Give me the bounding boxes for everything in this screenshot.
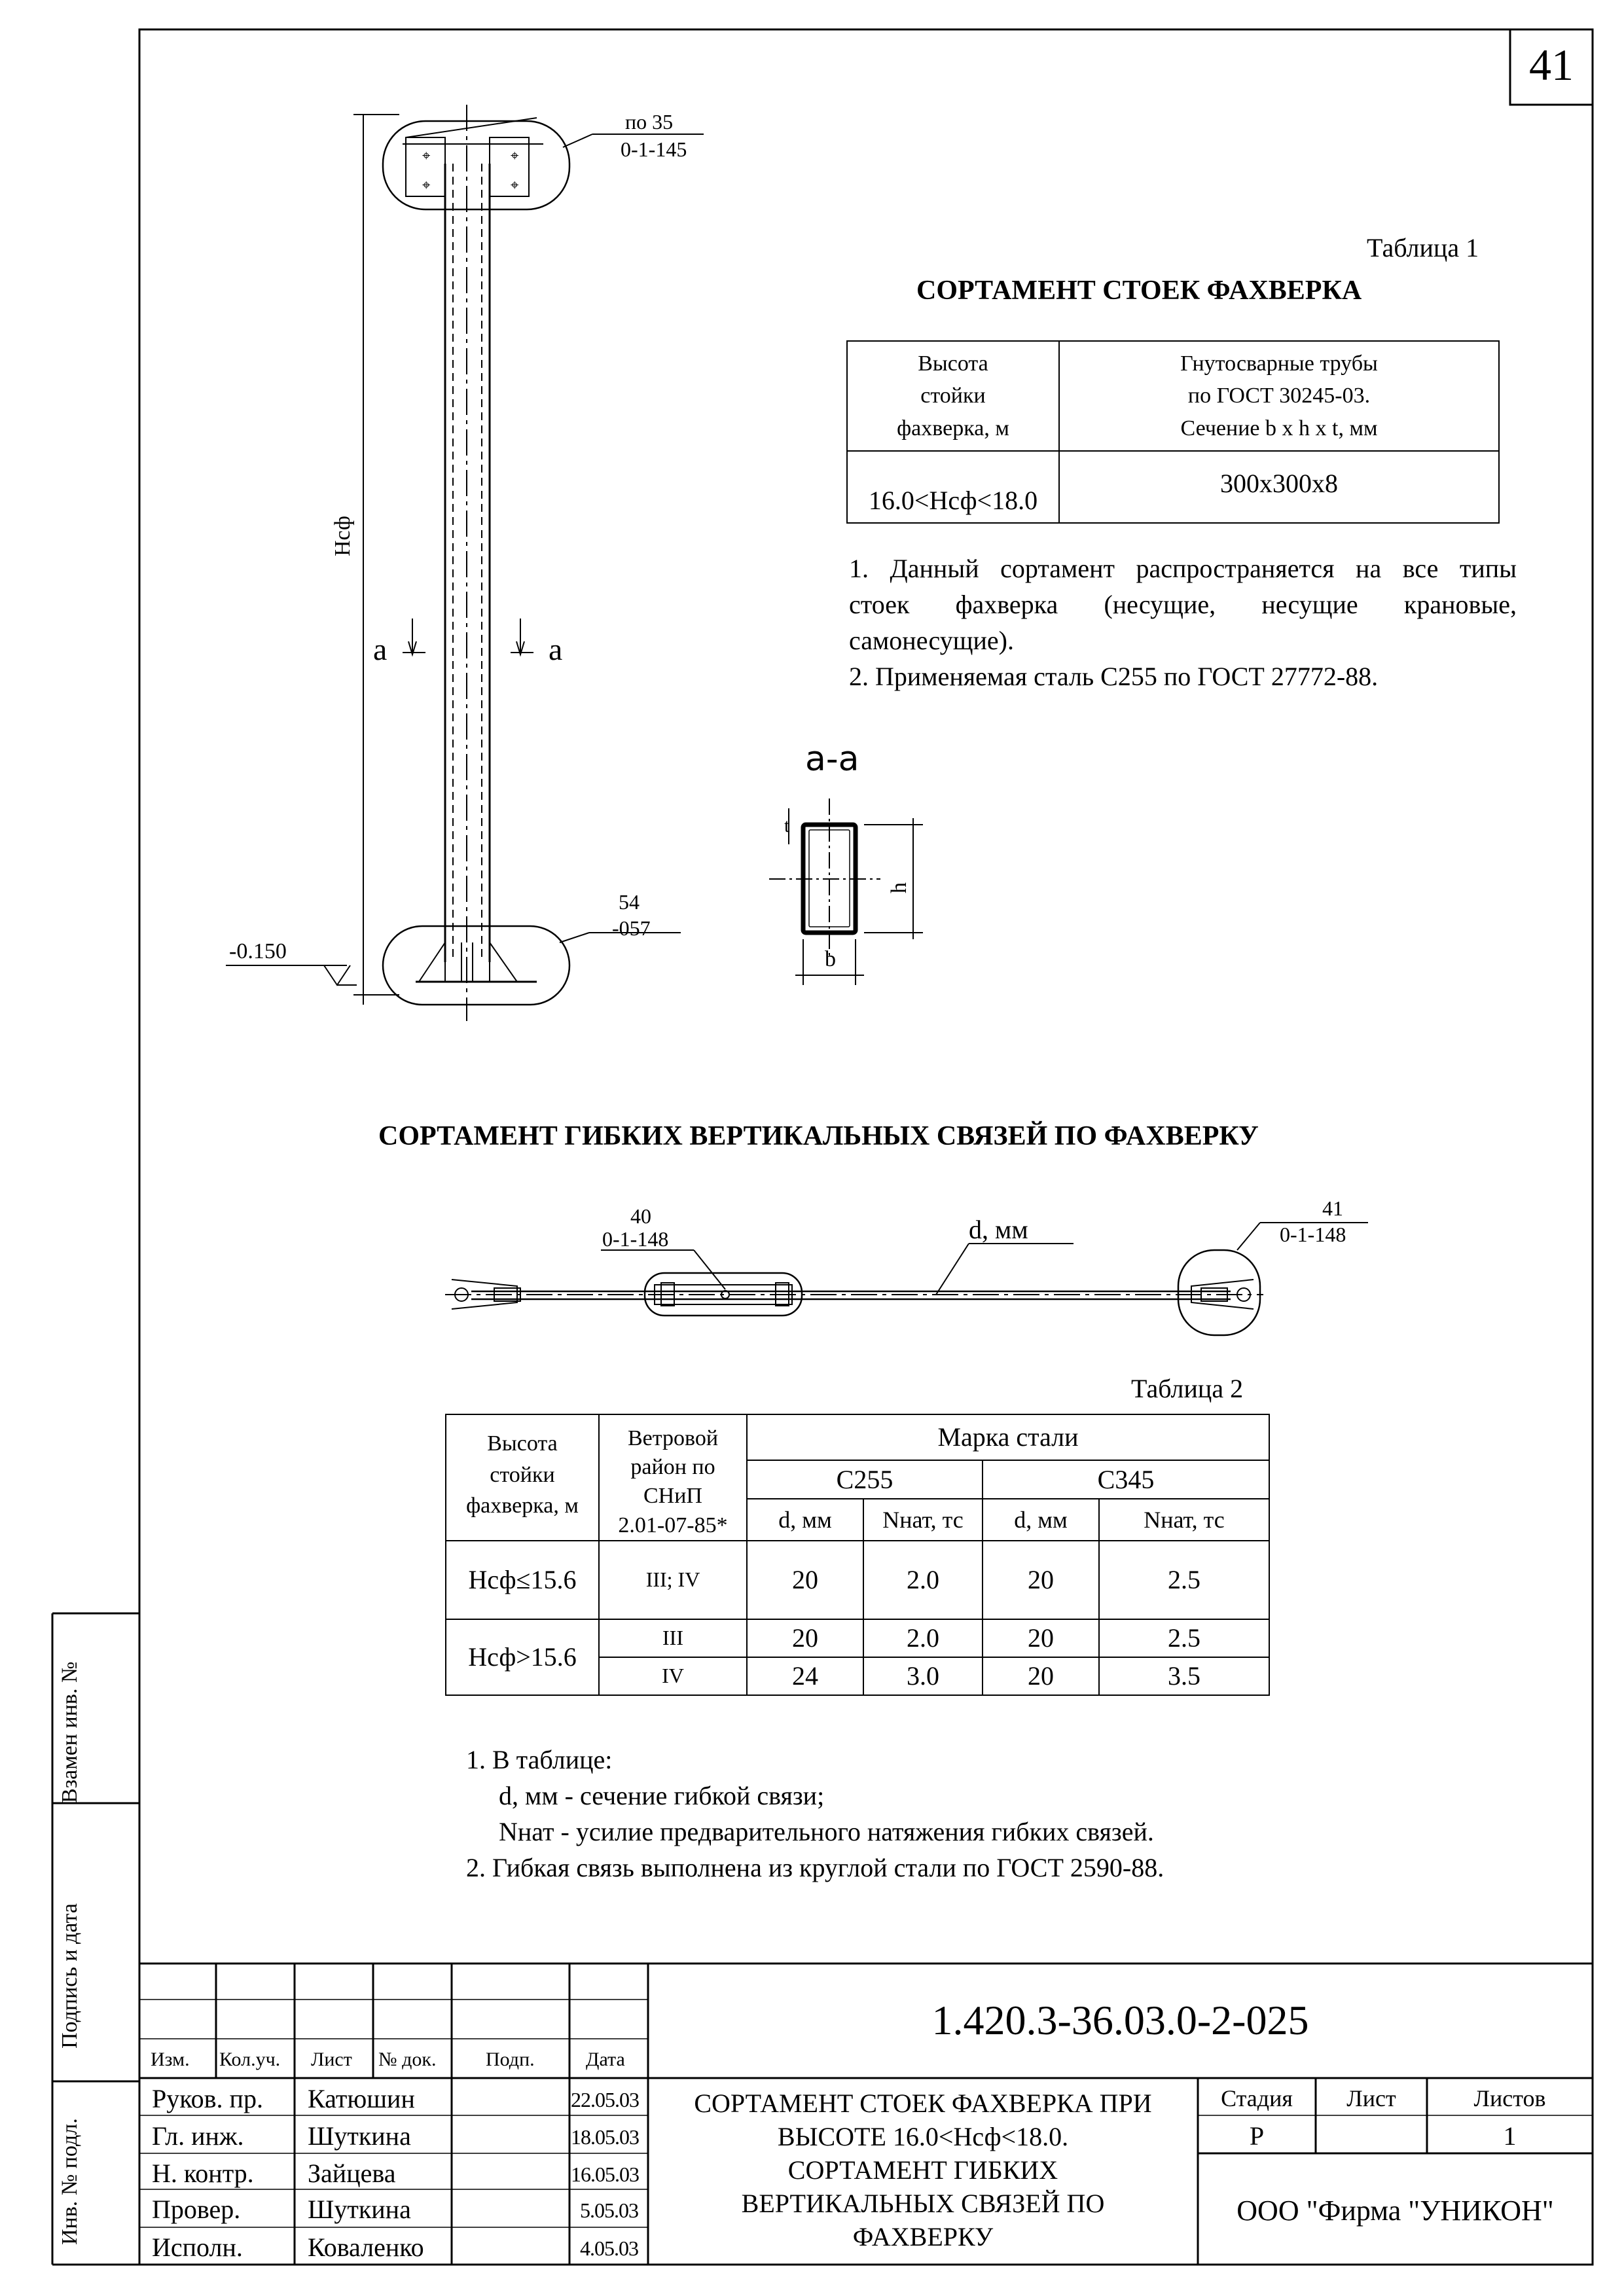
table2-steel-c255: С255	[747, 1460, 983, 1499]
stamp-sheets-label: Листов	[1473, 2085, 1546, 2111]
table2-note-line: 2. Гибкая связь выполнена из круглой стали по ГОСТ 2590-88.	[466, 1853, 1164, 1882]
table2-row2-d1: 20	[747, 1619, 863, 1657]
height-label: Нсф	[331, 515, 355, 556]
stamp-date: 22.05.03	[571, 2088, 639, 2111]
stamp-name: Шуткина	[308, 2121, 411, 2151]
stamp-title-line: СОРТАМЕНТ СТОЕК ФАХВЕРКА ПРИ	[694, 2089, 1152, 2118]
stamp-stage-value: Р	[1249, 2121, 1265, 2151]
bracing-diameter-label: d, мм	[969, 1215, 1028, 1244]
stamp-header-sign: Подп.	[486, 2049, 535, 2070]
table2	[445, 1414, 1270, 1696]
table2-caption: Таблица 2	[1131, 1374, 1244, 1403]
table2-header-wind: Ветровой район по СНиП 2.01-07-85*	[599, 1414, 747, 1541]
sheet-number: 41	[1529, 40, 1574, 90]
stamp-date: 16.05.03	[571, 2162, 639, 2186]
stamp-header-list: Лист	[311, 2049, 352, 2070]
stamp-title-line: ВЕРТИКАЛЬНЫХ СВЯЗЕЙ ПО	[741, 2189, 1105, 2218]
bracing-right-code: 0-1-148	[1280, 1223, 1346, 1246]
section-aa-h-label: h	[887, 882, 911, 893]
company-name: ООО "Фирма "УНИКОН"	[1236, 2195, 1554, 2227]
table2-steel-c345: С345	[983, 1460, 1269, 1499]
side-label-sign: Подпись и дата	[58, 1903, 82, 2049]
stamp-date: 18.05.03	[571, 2125, 639, 2149]
table1-note-line: 1. Данный сортамент распространяется на все типы	[849, 554, 1517, 583]
table2-row3-d2: 20	[983, 1657, 1099, 1695]
table2-header-height: Высота стойки фахверка, м	[446, 1414, 599, 1541]
stamp-sheets-value: 1	[1503, 2121, 1517, 2151]
table1-note-line: 2. Применяемая сталь С255 по ГОСТ 27772-88.	[849, 662, 1379, 691]
table2-row1-d1: 20	[747, 1541, 863, 1619]
table2-row1-wind: III; IV	[599, 1541, 747, 1619]
table2-sub-n1: Nнат, тс	[863, 1499, 983, 1541]
table2-header-steel: Марка стали	[747, 1414, 1269, 1460]
column-bottom-ref: 54	[619, 890, 640, 914]
table2-row3-d1: 24	[747, 1657, 863, 1695]
stamp-name: Коваленко	[308, 2233, 424, 2262]
table2-row3-n1: 3.0	[863, 1657, 983, 1695]
table1-note-line: самонесущие).	[849, 626, 1014, 655]
stamp-role: Руков. пр.	[152, 2084, 263, 2113]
table1-note-line: стоек фахверка (несущие, несущие крановые,	[849, 590, 1517, 619]
bracing-right-ref: 41	[1322, 1196, 1343, 1220]
table1-title: СОРТАМЕНТ СТОЕК ФАХВЕРКА	[916, 276, 1362, 306]
stamp-role: Н. контр.	[152, 2159, 254, 2188]
side-label-inv: Инв. № подл.	[58, 2118, 82, 2245]
bracing-left-code: 0-1-148	[602, 1227, 669, 1251]
section-aa-title: a-a	[805, 740, 859, 779]
table2-row2-n1: 2.0	[863, 1619, 983, 1657]
svg-text:⌖: ⌖	[422, 147, 431, 164]
stamp-name: Катюшин	[308, 2084, 415, 2113]
bracing-title: СОРТАМЕНТ ГИБКИХ ВЕРТИКАЛЬНЫХ СВЯЗЕЙ ПО ФАХВЕРКУ	[378, 1121, 1259, 1151]
table2-row1-n1: 2.0	[863, 1541, 983, 1619]
stamp-header-date: Дата	[586, 2049, 625, 2070]
stamp-title	[651, 2087, 1195, 2253]
table1	[846, 340, 1500, 524]
stamp-header-izm: Изм.	[151, 2049, 190, 2070]
column-bottom-code: -057	[612, 916, 651, 940]
stamp-role: Гл. инж.	[152, 2121, 244, 2151]
stamp-role: Исполн.	[152, 2233, 243, 2262]
bracing-left-ref: 40	[630, 1204, 651, 1228]
table2-row3-n2: 3.5	[1099, 1657, 1269, 1695]
column-top-ref: по 35	[625, 110, 674, 134]
table2-row2-d2: 20	[983, 1619, 1099, 1657]
table2-row2-height: Нсф>15.6	[446, 1619, 599, 1695]
table2-row1-d2: 20	[983, 1541, 1099, 1619]
section-mark-right: a	[549, 632, 563, 667]
table1-header-height: Высота стойки фахверка, м	[847, 341, 1059, 451]
svg-text:⌖: ⌖	[511, 177, 519, 193]
section-aa-t-label: t	[784, 815, 790, 836]
table1-caption: Таблица 1	[1367, 233, 1479, 262]
stamp-name: Зайцева	[308, 2159, 396, 2188]
table2-note-line: 1. В таблице:	[466, 1745, 613, 1774]
table2-note-line: Nнат - усилие предварительного натяжения гибких связей.	[499, 1817, 1154, 1846]
table2-row1-n2: 2.5	[1099, 1541, 1269, 1619]
level-mark: -0.150	[229, 939, 287, 963]
section-mark-left: a	[373, 632, 388, 667]
table2-row3-wind: IV	[599, 1657, 747, 1695]
table1-cell-height: 16.0<Нсф<18.0	[847, 451, 1059, 523]
stamp-name: Шуткина	[308, 2195, 411, 2224]
svg-text:⌖: ⌖	[511, 147, 519, 164]
stamp-sheet-label: Лист	[1346, 2085, 1396, 2111]
stamp-title-line: ВЫСОТЕ 16.0<Нсф<18.0.	[777, 2122, 1069, 2151]
doc-code: 1.420.3-36.03.0-2-025	[931, 1997, 1309, 2043]
stamp-title-line: СОРТАМЕНТ ГИБКИХ	[787, 2155, 1058, 2185]
stamp-date: 5.05.03	[580, 2198, 638, 2222]
stamp-date: 4.05.03	[580, 2236, 638, 2260]
table2-row1-height: Нсф≤15.6	[446, 1541, 599, 1619]
column-top-code: 0-1-145	[621, 137, 687, 161]
table-row	[446, 1619, 1269, 1657]
stamp-header-kol: Кол.уч.	[219, 2049, 281, 2070]
bracing-drawing	[445, 1223, 1368, 1335]
table2-note-line: d, мм - сечение гибкой связи;	[499, 1781, 825, 1810]
table-row	[446, 1541, 1269, 1619]
table2-sub-n2: Nнат, тс	[1099, 1499, 1269, 1541]
section-aa-b-label: b	[825, 947, 836, 971]
stamp-stage-label: Стадия	[1221, 2085, 1293, 2111]
svg-text:⌖: ⌖	[422, 177, 431, 193]
table2-sub-d2: d, мм	[983, 1499, 1099, 1541]
side-label-replace: Взамен инв. №	[58, 1661, 82, 1803]
table1-cell-section: 300x300x8	[1059, 451, 1499, 523]
table1-header-section: Гнутосварные трубы по ГОСТ 30245-03. Сечение b x h x t, мм	[1059, 341, 1499, 451]
stamp-title-line: ФАХВЕРКУ	[852, 2222, 994, 2251]
table2-row2-wind: III	[599, 1619, 747, 1657]
table2-sub-d1: d, мм	[747, 1499, 863, 1541]
stamp-role: Провер.	[152, 2195, 241, 2224]
column-drawing	[226, 105, 704, 1021]
table2-row2-n2: 2.5	[1099, 1619, 1269, 1657]
stamp-header-doc: № док.	[378, 2049, 437, 2070]
